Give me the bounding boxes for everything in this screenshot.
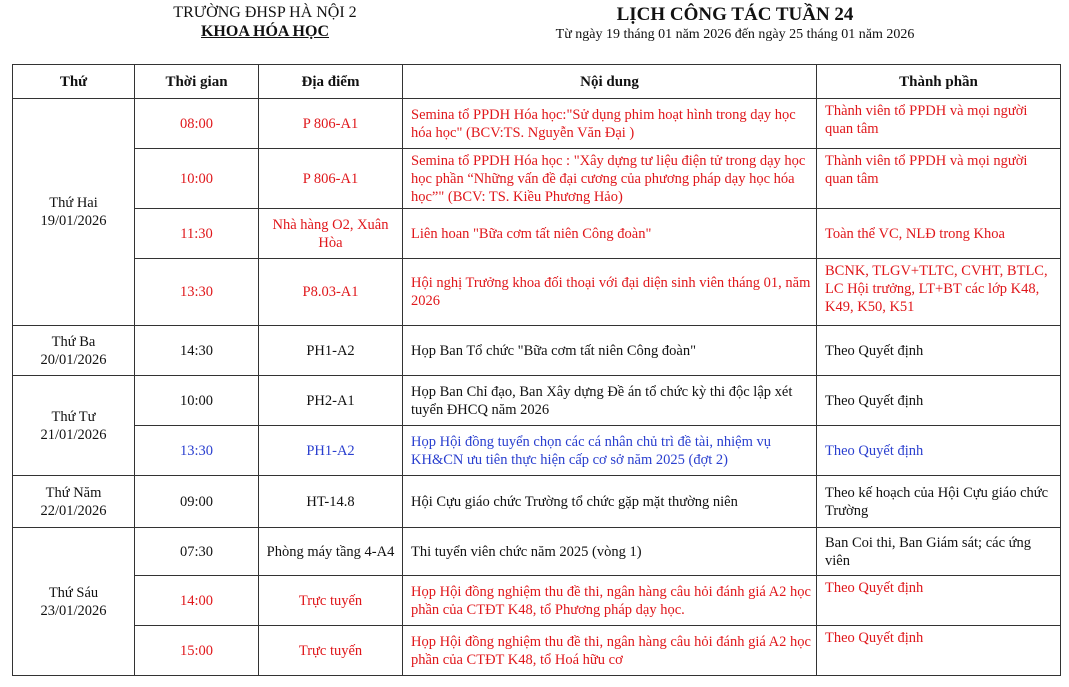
event-location: Nhà hàng O2, Xuân Hòa	[259, 209, 403, 259]
event-participants: Theo Quyết định	[817, 576, 1061, 626]
event-time: 09:00	[135, 476, 259, 528]
event-time: 07:30	[135, 528, 259, 576]
day-date: 22/01/2026	[40, 502, 107, 519]
event-participants: Theo kế hoạch của Hội Cựu giáo chức Trường	[817, 476, 1061, 528]
event-time: 10:00	[135, 376, 259, 426]
column-header-content: Nội dung	[403, 65, 817, 99]
table-row	[13, 528, 1061, 576]
event-content: Hội Cựu giáo chức Trường tổ chức gặp mặt thường niên	[403, 476, 817, 528]
column-header-time: Thời gian	[135, 65, 259, 99]
event-content: Họp Hội đồng nghiệm thu đề thi, ngân hàng câu hỏi đánh giá A2 học phần của CTĐT K48, tổ Hoá hữu cơ	[403, 626, 817, 676]
event-location: PH2-A1	[259, 376, 403, 426]
event-location: Trực tuyến	[259, 626, 403, 676]
event-location: P 806-A1	[259, 99, 403, 149]
event-participants: Thành viên tổ PPDH và mọi người quan tâm	[817, 99, 1061, 149]
table-row	[13, 576, 1061, 626]
event-participants: Ban Coi thi, Ban Giám sát; các ứng viên	[817, 528, 1061, 576]
column-header-day: Thứ	[13, 65, 135, 99]
event-time: 15:00	[135, 626, 259, 676]
day-name: Thứ Năm	[45, 484, 102, 501]
event-content: Họp Ban Tổ chức "Bữa cơm tất niên Công đoàn"	[403, 326, 817, 376]
day-name: Thứ Ba	[51, 333, 96, 350]
table-row	[13, 376, 1061, 426]
event-time: 08:00	[135, 99, 259, 149]
table-row	[13, 149, 1061, 209]
event-time: 11:30	[135, 209, 259, 259]
department-name: KHOA HÓA HỌC	[200, 23, 329, 40]
school-name: TRƯỜNG ĐHSP HÀ NỘI 2	[173, 4, 357, 21]
page-title: LỊCH CÔNG TÁC TUẦN 24	[616, 4, 854, 25]
event-location: HT-14.8	[259, 476, 403, 528]
table-row	[13, 209, 1061, 259]
day-date: 21/01/2026	[40, 426, 107, 443]
event-location: Trực tuyến	[259, 576, 403, 626]
event-content: Họp Ban Chỉ đạo, Ban Xây dựng Đề án tổ chức kỳ thi độc lập xét tuyển ĐHCQ năm 2026	[403, 376, 817, 426]
day-date: 23/01/2026	[40, 602, 107, 619]
event-time: 13:30	[135, 259, 259, 326]
event-participants: BCNK, TLGV+TLTC, CVHT, BTLC, LC Hội trưởng, LT+BT các lớp K48, K49, K50, K51	[817, 259, 1061, 326]
organization-header	[130, 4, 400, 42]
day-name: Thứ Tư	[51, 408, 96, 425]
column-header-participants: Thành phần	[817, 65, 1061, 99]
column-header-location: Địa điểm	[259, 65, 403, 99]
event-time: 13:30	[135, 426, 259, 476]
table-row	[13, 326, 1061, 376]
day-cell	[13, 528, 135, 676]
day-date: 20/01/2026	[40, 351, 107, 368]
day-cell	[13, 326, 135, 376]
table-header-row	[13, 65, 1061, 99]
table-row	[13, 626, 1061, 676]
event-content: Liên hoan "Bữa cơm tất niên Công đoàn"	[403, 209, 817, 259]
event-content: Semina tổ PPDH Hóa học:"Sử dụng phim hoạt hình trong dạy học hóa học" (BCV:TS. Nguyễn Văn Đại )	[403, 99, 817, 149]
event-location: P8.03-A1	[259, 259, 403, 326]
table-row	[13, 99, 1061, 149]
day-cell	[13, 376, 135, 476]
event-participants: Theo Quyết định	[817, 426, 1061, 476]
day-date: 19/01/2026	[40, 213, 107, 229]
event-location: Phòng máy tầng 4-A4	[259, 528, 403, 576]
event-content: Thi tuyển viên chức năm 2025 (vòng 1)	[403, 528, 817, 576]
event-time: 14:30	[135, 326, 259, 376]
event-participants: Theo Quyết định	[817, 626, 1061, 676]
event-location: P 806-A1	[259, 149, 403, 209]
day-cell	[13, 99, 135, 326]
event-participants: Thành viên tổ PPDH và mọi người quan tâm	[817, 149, 1061, 209]
event-location: PH1-A2	[259, 326, 403, 376]
event-content: Semina tổ PPDH Hóa học : "Xây dựng tư liệu điện tử trong dạy học học phần “Những vấn đề đại cương của phương pháp dạy học hóa học”" (BCV: TS. Kiều Phương Hảo)	[403, 149, 817, 209]
day-cell	[13, 476, 135, 528]
day-name: Thứ Sáu	[48, 584, 99, 601]
event-participants: Theo Quyết định	[817, 326, 1061, 376]
table-row	[13, 426, 1061, 476]
title-block	[500, 4, 970, 44]
table-row	[13, 259, 1061, 326]
event-content: Hội nghị Trưởng khoa đối thoại với đại diện sinh viên tháng 01, năm 2026	[403, 259, 817, 326]
event-time: 14:00	[135, 576, 259, 626]
event-content: Họp Hội đồng nghiệm thu đề thi, ngân hàng câu hỏi đánh giá A2 học phần của CTĐT K48, tổ Phương pháp dạy học.	[403, 576, 817, 626]
event-participants: Toàn thể VC, NLĐ trong Khoa	[817, 209, 1061, 259]
table-row	[13, 476, 1061, 528]
date-range: Từ ngày 19 tháng 01 năm 2026 đến ngày 25 tháng 01 năm 2026	[555, 27, 915, 42]
event-location: PH1-A2	[259, 426, 403, 476]
day-name: Thứ Hai	[49, 195, 98, 211]
event-content: Họp Hội đồng tuyển chọn các cá nhân chủ trì đề tài, nhiệm vụ KH&CN ưu tiên thực hiện cấp cơ sở năm 2025 (đợt 2)	[403, 426, 817, 476]
schedule-table	[12, 64, 1061, 676]
event-time: 10:00	[135, 149, 259, 209]
event-participants: Theo Quyết định	[817, 376, 1061, 426]
